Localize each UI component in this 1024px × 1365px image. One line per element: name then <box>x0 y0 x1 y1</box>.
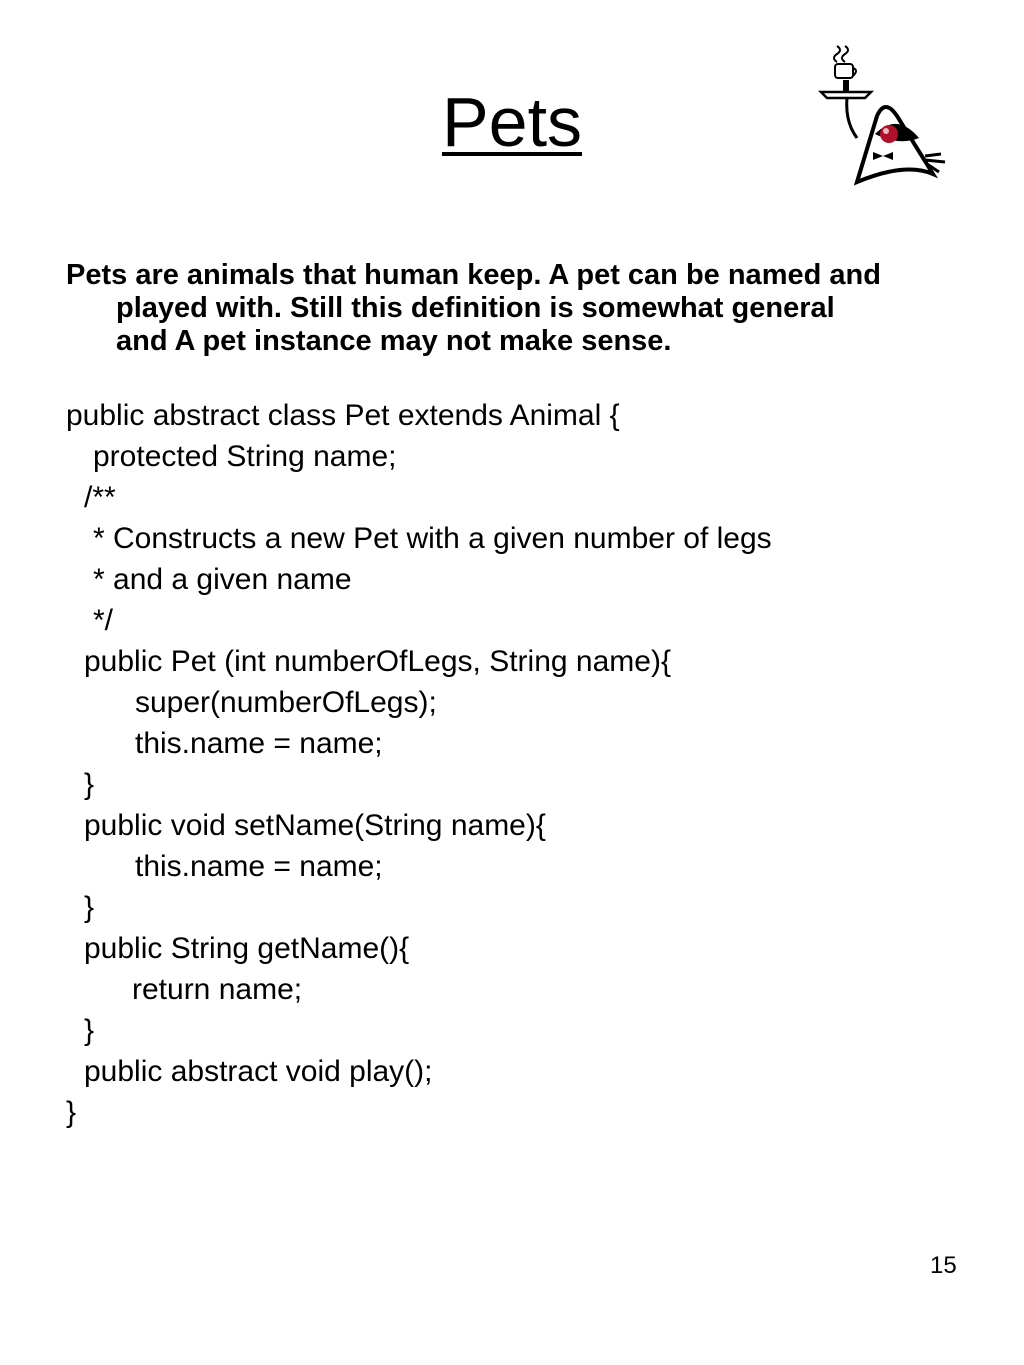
code-line: } <box>84 1014 95 1047</box>
code-line: * and a given name <box>93 563 352 596</box>
code-line: this.name = name; <box>135 727 383 760</box>
code-line: public String getName(){ <box>84 932 410 965</box>
code-line: return name; <box>132 973 303 1006</box>
intro-paragraph: Pets are animals that human keep. A pet can be named and played with. Still this definition is somewhat general and A pet instance may not make sense. <box>66 259 881 357</box>
slide-title: Pets <box>441 83 583 161</box>
code-line: } <box>84 768 95 801</box>
duke-java-mascot-waiter-icon <box>815 42 950 187</box>
page-number: 15 <box>930 1252 957 1279</box>
code-line: protected String name; <box>93 440 397 473</box>
code-line: public abstract void play(); <box>84 1055 433 1088</box>
code-line: public void setName(String name){ <box>84 809 546 842</box>
code-line: public abstract class Pet extends Animal { <box>66 399 620 432</box>
code-line: */ <box>93 604 114 637</box>
code-line: super(numberOfLegs); <box>135 686 437 719</box>
code-line: } <box>84 891 95 924</box>
code-line: * Constructs a new Pet with a given number of legs <box>93 522 772 555</box>
code-line: public Pet (int numberOfLegs, String name){ <box>84 645 671 678</box>
code-line: } <box>66 1096 77 1129</box>
code-line: /** <box>84 481 116 514</box>
code-line: this.name = name; <box>135 850 383 883</box>
